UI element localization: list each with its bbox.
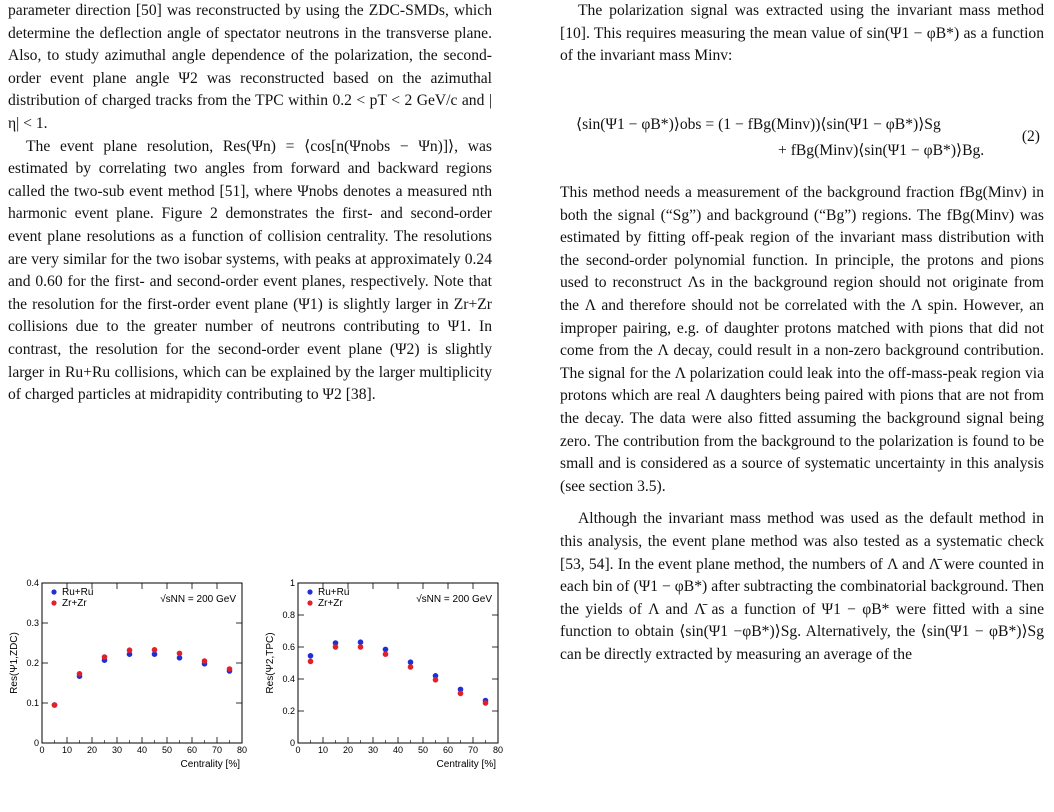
data-point-zrzr: [202, 658, 208, 664]
legend-marker: [51, 589, 56, 594]
equation-2: [560, 115, 1044, 175]
y-axis-label: Res(Ψ2,TPC): [265, 632, 276, 694]
data-point-zrzr: [52, 702, 58, 708]
resolution-psi1-chart: [4, 575, 254, 775]
legend-label: Zr+Zr: [62, 598, 87, 609]
data-point-zrzr: [177, 651, 183, 657]
data-point-zrzr: [358, 644, 364, 650]
y-tick-label: 0.2: [282, 706, 295, 716]
data-point-zrzr: [333, 644, 339, 650]
y-tick-label: 0.6: [282, 642, 295, 652]
data-point-zrzr: [483, 700, 489, 706]
y-tick-label: 1: [289, 578, 295, 588]
resolution-psi2-chart: [260, 575, 510, 775]
data-point-ruru: [408, 659, 414, 665]
data-point-zrzr: [308, 659, 314, 665]
x-tick-label: 60: [442, 745, 454, 755]
x-tick-label: 50: [161, 745, 173, 755]
y-tick-label: 0.2: [26, 658, 39, 668]
x-tick-label: 20: [342, 745, 354, 755]
x-tick-label: 80: [492, 745, 504, 755]
equation-number: (2): [1021, 128, 1040, 145]
y-tick-label: 0.4: [26, 578, 39, 588]
legend-marker: [307, 589, 312, 594]
x-tick-label: 10: [317, 745, 329, 755]
data-point-zrzr: [102, 654, 108, 660]
y-tick-label: 0.4: [282, 674, 295, 684]
data-point-zrzr: [152, 647, 158, 653]
data-point-ruru: [358, 639, 364, 645]
right-column-body: [560, 182, 1044, 666]
x-tick-label: 70: [467, 745, 479, 755]
energy-annotation: √sNN = 200 GeV: [416, 594, 492, 605]
y-tick-label: 0: [33, 738, 39, 748]
data-point-zrzr: [408, 664, 414, 670]
y-tick-label: 0: [289, 738, 295, 748]
x-tick-label: 20: [86, 745, 98, 755]
x-tick-label: 30: [367, 745, 379, 755]
x-tick-label: 40: [392, 745, 404, 755]
equation-line-1: ⟨sin(Ψ1 − φB*)⟩obs = (1 − fBg(Minv))⟨sin(Ψ1 − φB*)⟩Sg: [576, 116, 941, 133]
y-tick-label: 0.8: [282, 610, 295, 620]
x-tick-label: 40: [136, 745, 148, 755]
legend-label: Ru+Ru: [318, 587, 350, 598]
right-column-top: [560, 0, 1044, 68]
data-point-zrzr: [77, 671, 83, 677]
left-column: [8, 0, 492, 407]
x-tick-label: 0: [295, 745, 301, 755]
left-paragraph-2: The event plane resolution, Res(Ψn) = ⟨cos[n(Ψnobs − Ψn)]⟩, was estimated by correlating two angles from forward and backward regions called the two-sub event method [51], where Ψnobs denotes a measured nth harmonic event plane. Figure 2 demonstrates the first- and second-order event plane resolutions as a function of collision centrality. The resolutions are very similar for the two isobar systems, with peaks at approximately 0.24 and 0.60 for the first- and second-order event planes, respectively. Note that the resolution for the first-order event plane (Ψ1) is slightly larger in Zr+Zr collisions due to the greater number of neutrons contributing to Ψ1. In contrast, the resolution for the second-order event plane (Ψ2) is slightly larger in Ru+Ru collisions, which can be explained by the larger multiplicity of charged particles at midrapidity contributing to Ψ2 [38].: [8, 137, 492, 404]
right-paragraph-1: The polarization signal was extracted using the invariant mass method [10]. This requires measuring the mean value of sin(Ψ1 − φB*) as a function of the invariant mass Minv:: [560, 2, 1044, 65]
data-point-zrzr: [227, 666, 233, 672]
x-tick-label: 50: [417, 745, 429, 755]
x-tick-label: 10: [61, 745, 73, 755]
data-point-ruru: [383, 647, 389, 653]
x-axis-label: Centrality [%]: [180, 759, 240, 770]
legend-marker: [51, 600, 56, 605]
x-axis-label: Centrality [%]: [436, 759, 496, 770]
equation-line-2: + fBg(Minv)⟨sin(Ψ1 − φB*)⟩Bg.: [778, 142, 985, 159]
x-tick-label: 30: [111, 745, 123, 755]
data-point-zrzr: [433, 677, 439, 683]
x-tick-label: 70: [211, 745, 223, 755]
y-tick-label: 0.1: [26, 698, 39, 708]
y-axis-label: Res(Ψ1,ZDC): [9, 632, 20, 694]
right-paragraph-3: Although the invariant mass method was used as the default method in this analysis, the event plane method was also tested as a systematic check [53, 54]. In the event plane method, the numbers of Λ and Λ̄ were counted in each bin of (Ψ1 − φB*) after subtracting the combinatorial background. Then the yields of Λ and Λ̄ as a function of Ψ1 − φB* were fitted with a sine function to obtain ⟨sin(Ψ1 −φB*)⟩Sg. Alternatively, the ⟨sin(Ψ1 − φB*)⟩Sg can be directly extracted by measuring an average of the: [560, 510, 1044, 663]
x-tick-label: 0: [39, 745, 45, 755]
legend-label: Zr+Zr: [318, 598, 343, 609]
right-paragraph-2: This method needs a measurement of the background fraction fBg(Minv) in both the signal (“Sg”) and background (“Bg”) regions. The fBg(Minv) was estimated by fitting off-peak region of the invariant mass distribution with the second-order polynomial function. In principle, the protons and pions used to reconstruct Λs in the background region should not originate from the Λ and therefore should not be correlated with the Λ spin. However, an improper pairing, e.g. of daughter protons matched with pions that did not come from the Λ decay, could result in a non-zero background contribution. The signal for the Λ polarization could leak into the off-mass-peak region via protons which are real Λ daughters being paired with pions that are not from the decay. The data were also fitted assuming the background signal being zero. The contribution from the background to the polarization is found to be small and is considered as a source of systematic uncertainty in this analysis (see section 3.5).: [560, 184, 1044, 495]
x-tick-label: 80: [236, 745, 248, 755]
y-tick-label: 0.3: [26, 618, 39, 628]
legend-label: Ru+Ru: [62, 587, 94, 598]
data-point-zrzr: [383, 651, 389, 657]
data-point-zrzr: [127, 647, 133, 653]
x-tick-label: 60: [186, 745, 198, 755]
data-point-ruru: [308, 653, 314, 659]
legend-marker: [307, 600, 312, 605]
left-paragraph-1: parameter direction [50] was reconstructed by using the ZDC-SMDs, which determine the deflection angle of spectator neutrons in the transverse plane. Also, to study azimuthal angle dependence of the polarization, the second-order event plane angle Ψ2 was reconstructed based on the azimuthal distribution of charged tracks from the TPC within 0.2 < pT < 2 GeV/c and |η| < 1.: [8, 2, 492, 132]
energy-annotation: √sNN = 200 GeV: [160, 594, 236, 605]
data-point-zrzr: [458, 691, 464, 697]
